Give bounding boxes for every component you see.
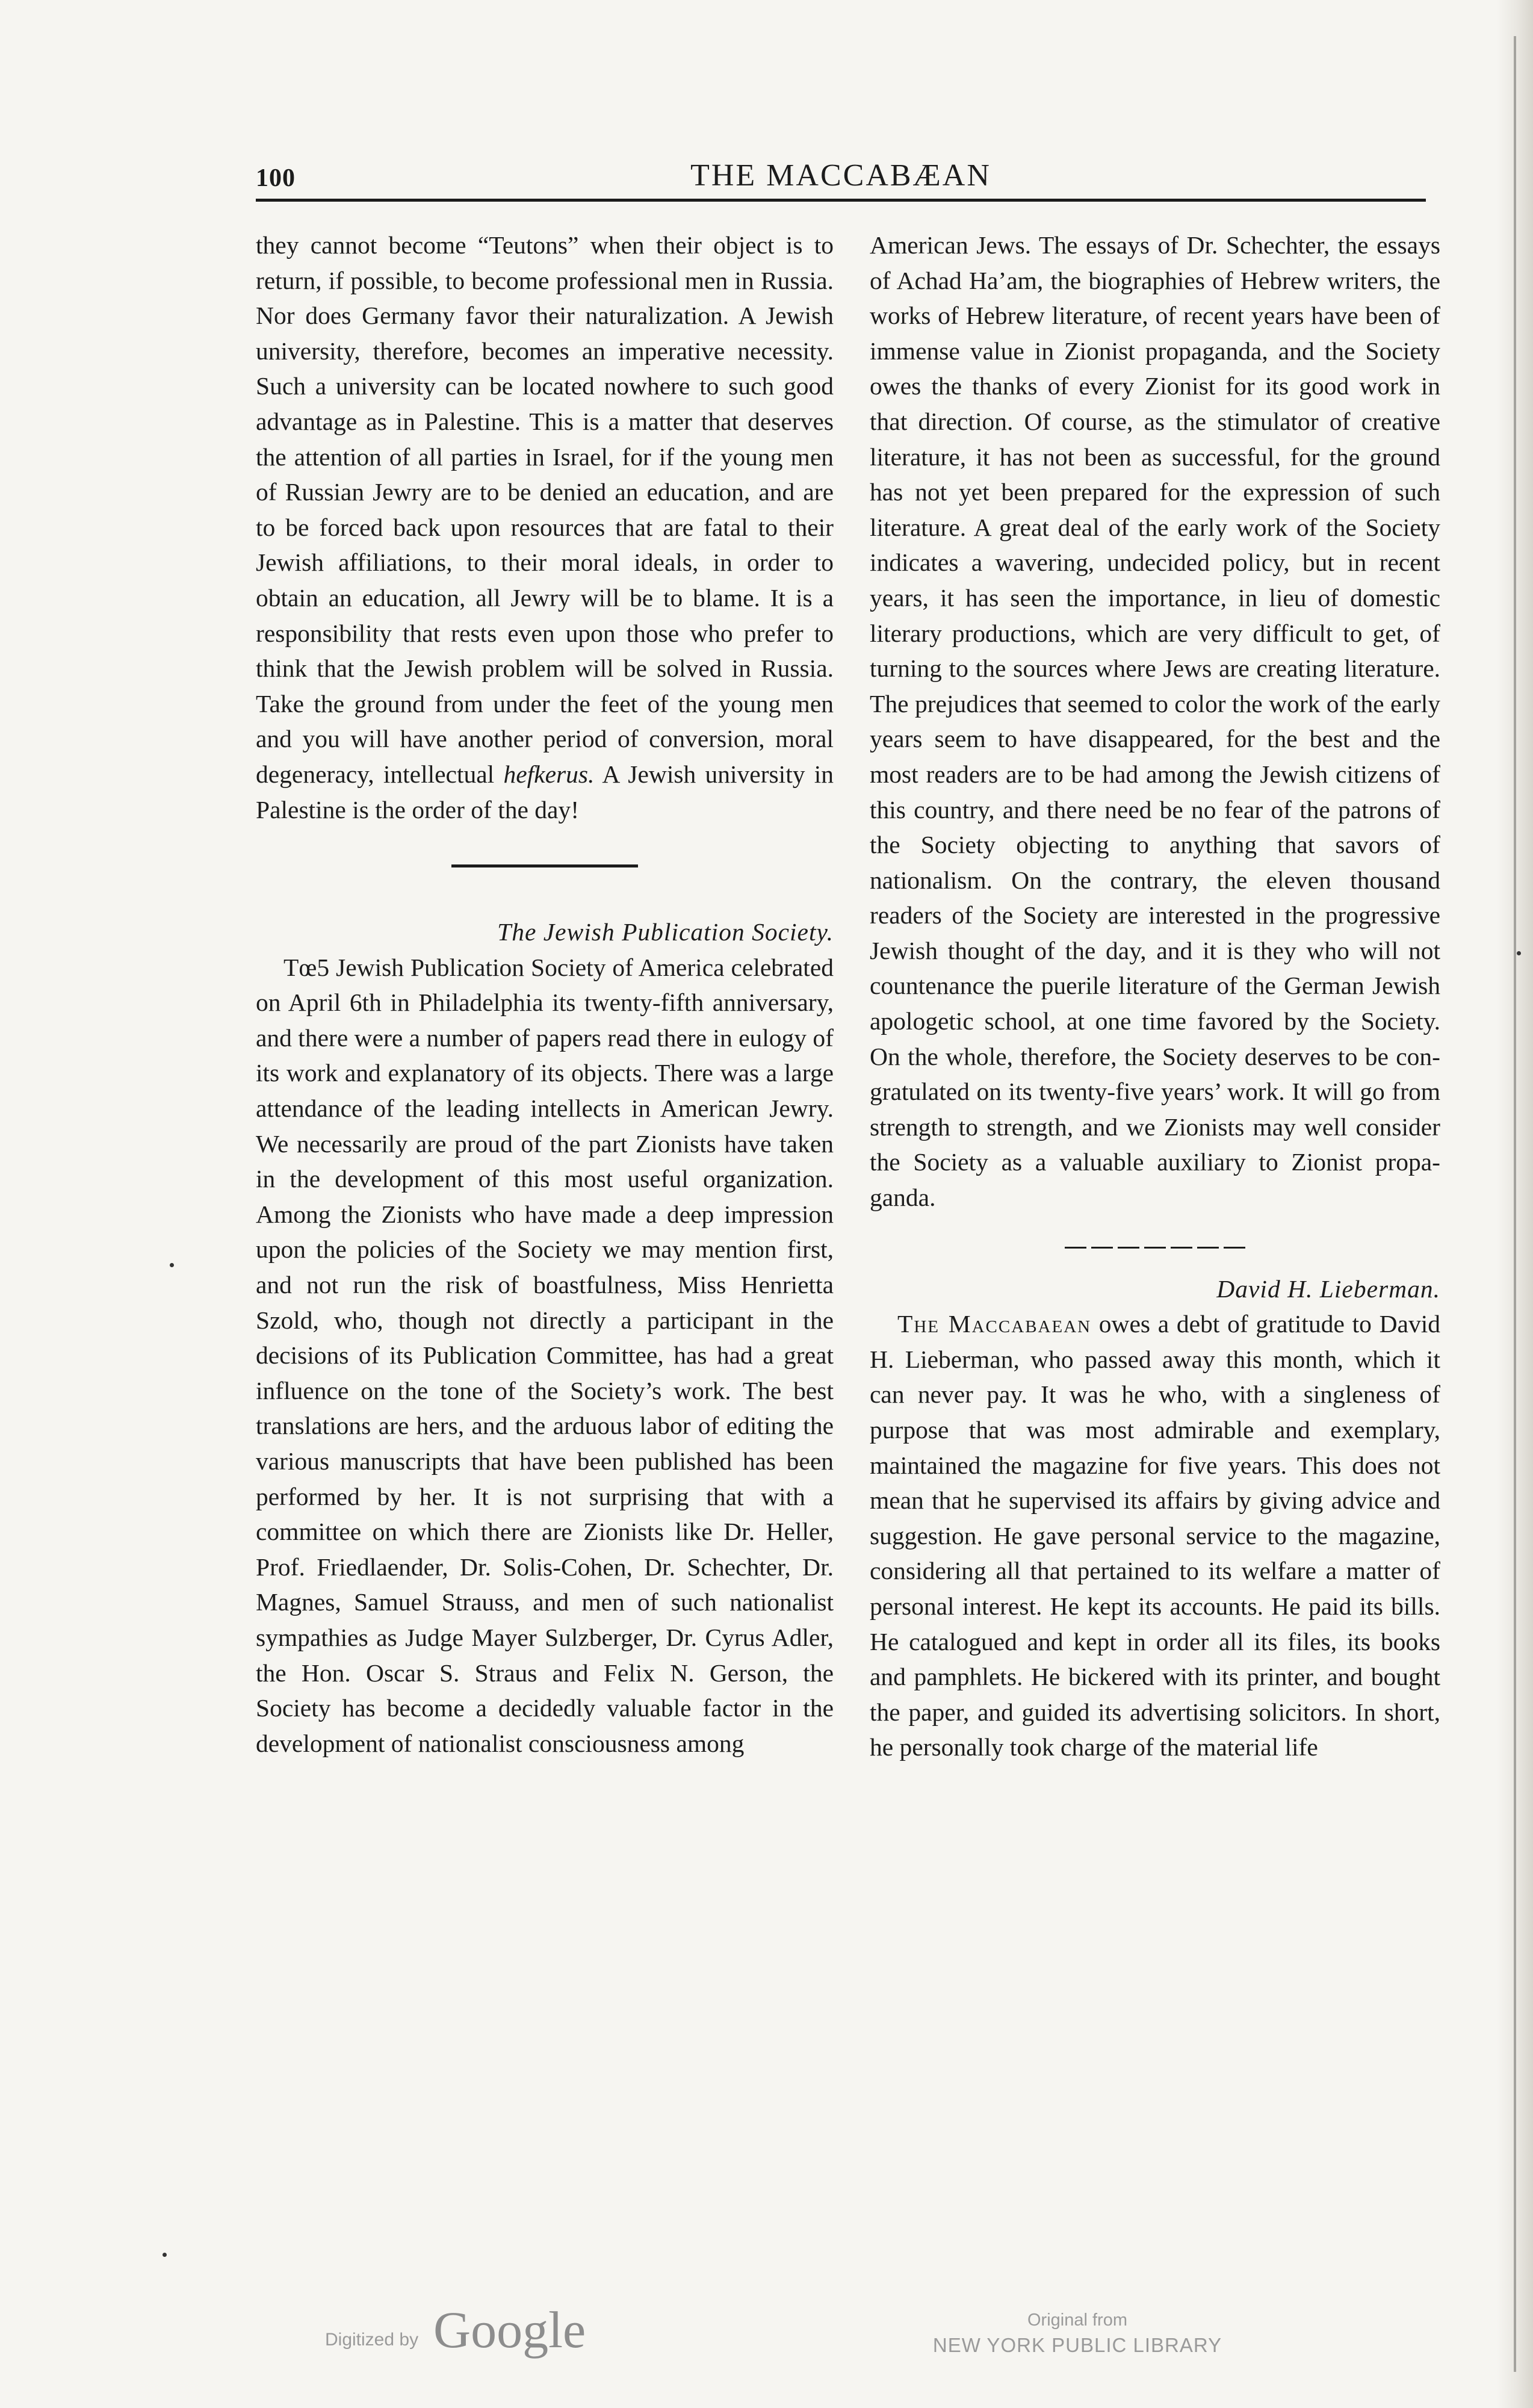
digitized-by-google-watermark: [325, 2300, 596, 2366]
page-number: 100: [256, 164, 296, 192]
original-source-watermark: [927, 2310, 1228, 2357]
maccabaean-small-caps: The Maccabaean: [897, 1310, 1092, 1338]
right-column: [870, 228, 1440, 1765]
digitized-label: Digitized by: [325, 2330, 419, 2350]
scan-speck: [1517, 951, 1521, 955]
right-paragraph-continuation: American Jews. The essays of Dr. Schechter, the essays of Achad Ha’am, the biographies of Hebrew writers, the works of Hebrew literature, of recent years have been of immense value in Zionist propaganda, and the Society owes the thanks of every Zionist for its good work in that direction. Of course, as the stimulator of creative literature, it has not been as successful, for the ground has not yet been prepared for the expression of such literature. A great deal of the early work of the Society indicates a wavering, undecided policy, but in recent years, it has seen the importance, in lieu of domestic literary productions, which are very difficult to get, of turning to the sources where Jews are creating literature. The prejudices that seemed to color the work of the early years seem to have disappeared, for the best and the most readers are to be had among the Jewish citizens of this country, and there need be no fear of the patrons of the Society objecting to anything that savors of nationalism. On the contrary, the eleven thousand readers of the Society are interested in the progressive Jewish thought of the day, and it is they who will not countenance the puerile literature of the German Jewish apologetic school, at one time favored by the Society. On the whole, therefore, the Society deserves to be congratulated on its twenty-five years’ work. It will go from strength to strength, and we Zionists may well consider the Society as a valuable auxiliary to Zionist propaganda.: [870, 231, 1440, 1212]
section-heading-publication-society: The Jewish Publication Society.: [497, 918, 834, 946]
lieberman-paragraph-text: owes a debt of gratitude to David H. Lieberman, who passed away this month, which it can never pay. It was he who, with a singleness of purpose that was most admirable and exemplary, maintained the magazine for five years. This does not mean that he supervised its affairs by giving advice and suggestion. He gave personal service to the magazine, considering all that pertained to its welfare a matter of personal interest. He kept its accounts. He paid its bills. He catalogued and kept in order all its files, its books and pamphlets. He bickered with its printer, and bought the paper, and guided its advertising solicitors. In short, he personally took charge of the material life: [870, 1310, 1440, 1761]
lieberman-paragraph: [870, 1306, 1440, 1765]
library-name: NEW YORK PUBLIC LIBRARY: [932, 2334, 1222, 2356]
header-rule: [256, 199, 1426, 202]
running-title: THE MACCABÆAN: [690, 158, 991, 193]
left-paragraph-continuation: [256, 228, 834, 827]
left-paragraph-end: A Jewish university in Palestine is the order of the day!: [256, 760, 834, 824]
publication-society-paragraph: Tœ5 Jewish Publication Society of America celebrated on April 6th in Philadelphia its twenty-fifth anniversary, and there were a number of papers read there in eulogy of its work and explanatory of its objects. There was a large attendance of the leading intellects in American Jewry. We necessarily are proud of the part Zionists have taken in the development of this most useful organization. Among the Zionists who have made a deep impression upon the policies of the Society we may mention first, and not run the risk of boastfulness, Miss Henrietta Szold, who, though not directly a participant in the decisions of its Publication Committee, has had a great influence on the tone of the Society’s work. The best translations are hers, and the arduous labor of editing the various manuscripts that have been published has been performed by her. It is not surprising that with a committee on which there are Zionists like Dr. Heller, Prof. Friedlaender, Dr. Solis-Cohen, Dr. Schechter, Dr. Magnes, Samuel Strauss, and men of such nationalist sympathies as Judge Mayer Sulzberger, Dr. Cyrus Adler, the Hon. Oscar S. Straus and Felix N. Gerson, the Society has become a decidedly valuable factor in the development of nationalist consciousness among: [256, 953, 834, 1757]
section-divider-dashed: [1065, 1247, 1245, 1249]
running-header: [256, 158, 1426, 200]
section-divider-rule: [451, 864, 638, 867]
original-from-label: Original from: [1027, 2310, 1127, 2330]
hefkerus-italic: hefkerus.: [503, 760, 595, 788]
left-column: [256, 228, 834, 1761]
google-logo: Google: [433, 2301, 586, 2359]
scan-speck: [163, 2253, 167, 2257]
left-paragraph-text: they cannot become “Teutons” when their object is to return, if possible, to become professional men in Russia. Nor does Germany favor their naturalization. A Jewish university, therefore, becomes an imperative necessity. Such a university can be located nowhere to such good advantage as in Palestine. This is a matter that deserves the attention of all parties in Israel, for if the young men of Russian Jewry are to be denied an education, and are to be forced back upon resources that are fatal to their Jewish affiliations, to their moral ideals, in order to obtain an education, all Jewry will be to blame. It is a responsibility that rests even upon those who prefer to think that the Jewish problem will be solved in Russia. Take the ground from under the feet of the young men and you will have another period of conversion, moral degeneracy, intellectual: [256, 231, 834, 788]
section-heading-lieberman: David H. Lieberman.: [1216, 1274, 1440, 1303]
scan-speck: [170, 1263, 174, 1267]
binding-edge-line: [1514, 36, 1516, 2372]
